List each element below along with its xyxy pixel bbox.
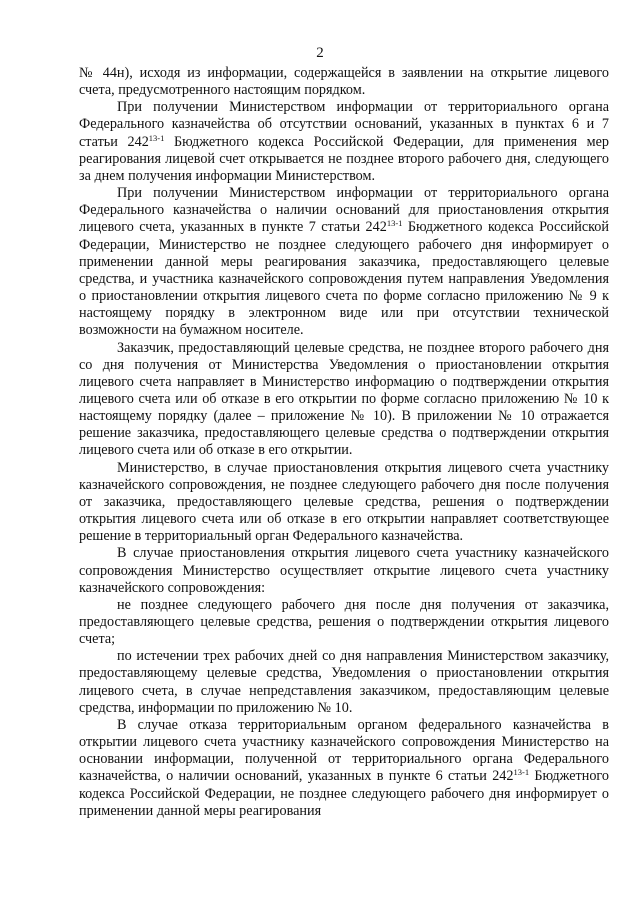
paragraph-8: [79, 648, 609, 717]
paragraph-2: [79, 99, 609, 185]
paragraph-1: [79, 65, 609, 99]
paragraph-text: В случае приостановления открытия лицевого счета участнику казначейского сопровождения Министерство осуществляет открытие лицевого счета участнику казначейского сопровождения:: [79, 545, 609, 596]
document-body: [79, 65, 609, 820]
paragraph-text: В случае отказа территориальным органом федерального казначейства в открытии лицевого счета участнику казначейского сопровождения Министерство на основании информации, полученной от территориального органа Федерального казначейства, о наличии оснований, указанных в пункте 6 статьи 242: [79, 716, 609, 785]
article-superscript: 13-1: [148, 132, 165, 143]
paragraph-text: Бюджетного кодекса Российской Федерации, не позднее следующего рабочего дня информирует о применении данной меры реагирования: [79, 768, 609, 819]
paragraph-text: При получении Министерством информации от территориального органа Федерального казначейства о наличии оснований для приостановления открытия лицевого счета, указанных в пункте 7 статьи 242: [79, 185, 609, 236]
paragraph-text: по истечении трех рабочих дней со дня направления Министерством заказчику, предоставляющему целевые средства, Уведомления о приостановлении открытия лицевого счета, в случае непредставления заказчиком, предоставляющим целевые средства, информации по приложению № 10.: [79, 648, 609, 716]
paragraph-text: При получении Министерством информации от территориального органа Федерального казначейства об отсутствии оснований, указанных в пунктах 6 и 7 статьи 242: [79, 99, 609, 150]
paragraph-text: Бюджетного кодекса Российской Федерации, для применения мер реагирования лицевой счет открывается не позднее второго рабочего дня, следующего за днем получения информации Министерством.: [79, 133, 609, 184]
paragraph-4: [79, 340, 609, 460]
paragraph-text: Бюджетного кодекса Российской Федерации, Министерство не позднее следующего рабочего дня информирует о применении данной меры реагирования заказчика, предоставляющего целевые средства, и участника казначейского сопровождения путем направления Уведомления о приостановлении открытия лицевого счета по форме согласно приложению № 9 к настоящему порядку в электронном виде или при отсутствии технической возможности на бумажном носителе.: [79, 219, 609, 339]
paragraph-text: Заказчик, предоставляющий целевые средства, не позднее второго рабочего дня со дня получения от Министерства Уведомления о приостановлении открытия лицевого счета направляет в Министерство информацию о подтверждении открытия лицевого счета или об отказе в его открытии по форме согласно приложению № 10 к настоящему порядку (далее – приложение № 10). В приложении № 10 отражается решение заказчика, предоставляющего целевые средства о подтверждении открытия лицевого счета или об отказе в его открытии.: [79, 339, 609, 459]
page-number: 2: [316, 45, 324, 61]
paragraph-text: Министерство, в случае приостановления открытия лицевого счета участнику казначейского сопровождения, не позднее следующего рабочего дня после получения от заказчика, предоставляющего целевые средства, решения о подтверждении открытия лицевого счета или об отказе в его открытии направляет соответствующее решение в территориальный орган Федерального казначейства.: [79, 459, 609, 545]
paragraph-5: [79, 460, 609, 546]
article-superscript: 13-1: [513, 767, 530, 778]
paragraph-6: [79, 545, 609, 596]
paragraph-7: [79, 597, 609, 648]
paragraph-3: [79, 185, 609, 339]
paragraph-text: № 44н), исходя из информации, содержащейся в заявлении на открытие лицевого счета, предусмотренного настоящим порядком.: [79, 65, 609, 99]
article-superscript: 13-1: [386, 218, 403, 229]
paragraph-text: не позднее следующего рабочего дня после дня получения от заказчика, предоставляющего целевые средства, решения о подтверждении открытия лицевого счета;: [79, 596, 609, 648]
paragraph-9: [79, 717, 609, 820]
